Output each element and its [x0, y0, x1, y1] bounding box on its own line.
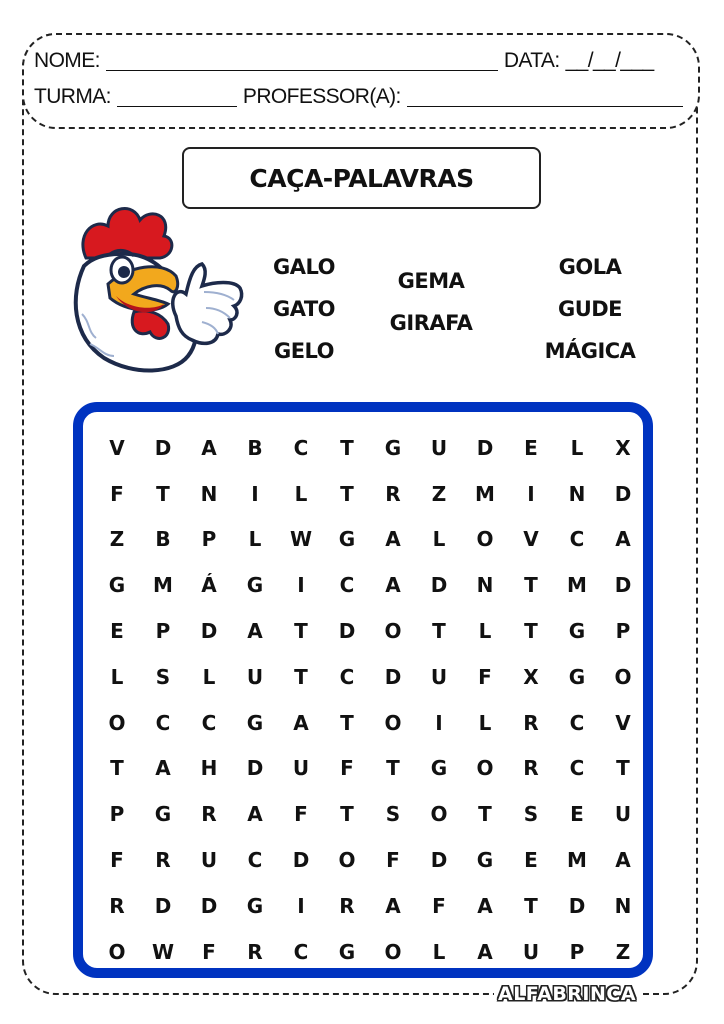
grid-cell[interactable]: E [570, 802, 584, 827]
grid-cell[interactable]: U [522, 939, 540, 964]
grid-cell[interactable]: Z [615, 939, 631, 964]
date-label: DATA: [503, 49, 560, 72]
grid-cell[interactable]: D [430, 573, 448, 598]
grid-cell[interactable]: W [289, 527, 313, 552]
grid-cell[interactable]: X [523, 664, 539, 689]
grid-cell[interactable]: T [616, 756, 630, 781]
grid-cell[interactable]: U [430, 664, 448, 689]
grid-cell[interactable]: P [155, 619, 171, 644]
grid-cell[interactable]: W [151, 939, 175, 964]
grid-cell[interactable]: F [202, 939, 216, 964]
grid-cell[interactable]: C [247, 848, 263, 873]
grid-cell[interactable]: G [154, 802, 172, 827]
grid-cell[interactable]: B [155, 527, 171, 552]
grid-cell[interactable]: Z [431, 481, 447, 506]
grid-cell[interactable]: D [292, 848, 310, 873]
rooster-illustration [64, 196, 246, 378]
grid-cell[interactable]: U [292, 756, 310, 781]
word-item: GOLA [558, 255, 622, 279]
grid-cell[interactable]: F [294, 802, 308, 827]
word-item: GUDE [557, 297, 623, 321]
grid-cell[interactable]: A [293, 710, 309, 735]
grid-cell[interactable]: F [110, 848, 124, 873]
brand-logo: ALFABRINCA [494, 983, 640, 1005]
grid-cell[interactable]: R [339, 893, 355, 918]
grid-cell[interactable]: C [569, 527, 585, 552]
grid-cell[interactable]: C [339, 664, 355, 689]
grid-cell[interactable]: G [384, 435, 402, 460]
grid-cell[interactable]: F [340, 756, 354, 781]
grid-cell[interactable]: H [200, 756, 218, 781]
grid-cell[interactable]: D [154, 435, 172, 460]
grid-cell[interactable]: V [615, 710, 631, 735]
grid-cell[interactable]: O [476, 527, 494, 552]
grid-cell[interactable]: D [384, 664, 402, 689]
grid-cell[interactable]: U [430, 435, 448, 460]
word-list-column-3 [530, 246, 650, 372]
grid-cell[interactable]: R [155, 848, 171, 873]
grid-cell[interactable]: D [246, 756, 264, 781]
grid-cell[interactable]: R [109, 893, 125, 918]
grid-cell[interactable]: N [476, 573, 494, 598]
grid-cell[interactable]: C [339, 573, 355, 598]
grid-cell[interactable]: O [384, 939, 402, 964]
student-info-header [22, 33, 700, 129]
grid-cell[interactable]: D [476, 435, 494, 460]
grid-cell[interactable]: V [523, 527, 539, 552]
word-search-grid-frame [73, 402, 653, 978]
grid-cell[interactable]: T [294, 619, 308, 644]
grid-cell[interactable]: S [155, 664, 171, 689]
grid-cell[interactable]: A [385, 893, 401, 918]
grid-cell[interactable]: D [568, 893, 586, 918]
grid-cell[interactable]: D [614, 481, 632, 506]
rooster-icon [64, 196, 246, 378]
grid-cell[interactable]: C [293, 435, 309, 460]
word-item: GEMA [397, 269, 465, 293]
grid-cell[interactable]: R [523, 710, 539, 735]
grid-cell[interactable]: U [614, 802, 632, 827]
grid-cell[interactable]: Á [201, 573, 217, 598]
grid-cell[interactable]: A [477, 939, 493, 964]
date-field[interactable]: __/__/___ [565, 49, 654, 72]
grid-cell[interactable]: G [568, 619, 586, 644]
grid-cell[interactable]: B [247, 435, 263, 460]
grid-cell[interactable]: L [248, 527, 262, 552]
grid-cell[interactable]: O [338, 848, 356, 873]
grid-cell[interactable]: C [201, 710, 217, 735]
grid-cell[interactable]: L [570, 435, 584, 460]
grid-cell[interactable]: N [200, 481, 218, 506]
grid-cell[interactable]: T [478, 802, 492, 827]
word-search-grid [94, 425, 646, 975]
word-list-column-2 [376, 260, 486, 344]
grid-cell[interactable]: G [246, 573, 264, 598]
word-item: GELO [273, 339, 335, 363]
class-field[interactable] [117, 88, 237, 107]
grid-cell[interactable]: R [201, 802, 217, 827]
grid-cell[interactable]: L [432, 527, 446, 552]
grid-cell[interactable]: A [477, 893, 493, 918]
grid-cell[interactable]: S [523, 802, 539, 827]
grid-cell[interactable]: M [153, 573, 173, 598]
grid-cell[interactable]: D [200, 619, 218, 644]
name-label: NOME: [34, 49, 100, 72]
grid-cell[interactable]: L [202, 664, 216, 689]
header-row-2 [34, 85, 689, 109]
grid-cell[interactable]: G [246, 710, 264, 735]
grid-cell[interactable]: G [476, 848, 494, 873]
grid-cell[interactable]: T [524, 573, 538, 598]
grid-cell[interactable]: A [247, 619, 263, 644]
grid-cell[interactable]: T [294, 664, 308, 689]
teacher-label: PROFESSOR(A): [242, 85, 401, 108]
grid-cell[interactable]: F [386, 848, 400, 873]
grid-cell[interactable]: I [297, 573, 305, 598]
grid-cell[interactable]: M [475, 481, 495, 506]
grid-cell[interactable]: E [110, 619, 124, 644]
grid-cell[interactable]: T [340, 802, 354, 827]
word-item: GIRAFA [389, 311, 473, 335]
grid-cell[interactable]: D [430, 848, 448, 873]
grid-cell[interactable]: A [385, 573, 401, 598]
grid-cell[interactable]: T [386, 756, 400, 781]
grid-cell[interactable]: T [110, 756, 124, 781]
grid-cell[interactable]: F [110, 481, 124, 506]
grid-cell[interactable]: P [615, 619, 631, 644]
class-label: TURMA: [34, 85, 111, 108]
word-item: GATO [272, 297, 336, 321]
grid-cell[interactable]: O [384, 619, 402, 644]
grid-cell[interactable]: A [615, 848, 631, 873]
grid-cell[interactable]: T [156, 481, 170, 506]
teacher-field[interactable] [407, 88, 683, 107]
grid-cell[interactable]: O [108, 939, 126, 964]
grid-cell[interactable]: F [478, 664, 492, 689]
grid-cell[interactable]: C [293, 939, 309, 964]
name-field[interactable] [106, 52, 498, 71]
grid-cell[interactable]: M [567, 848, 587, 873]
grid-cell[interactable]: N [614, 893, 632, 918]
grid-cell[interactable]: T [524, 893, 538, 918]
grid-cell[interactable]: C [569, 710, 585, 735]
grid-cell[interactable]: G [246, 893, 264, 918]
grid-cell[interactable]: I [527, 481, 535, 506]
grid-cell[interactable]: L [432, 939, 446, 964]
grid-cell[interactable]: C [569, 756, 585, 781]
grid-cell[interactable]: L [478, 619, 492, 644]
grid-cell[interactable]: D [614, 573, 632, 598]
grid-cell[interactable]: C [155, 710, 171, 735]
grid-cell[interactable]: O [430, 802, 448, 827]
grid-cell[interactable]: M [567, 573, 587, 598]
grid-cell[interactable]: U [200, 848, 218, 873]
grid-cell[interactable]: A [201, 435, 217, 460]
grid-cell[interactable]: S [385, 802, 401, 827]
grid-cell[interactable]: T [340, 481, 354, 506]
grid-cell[interactable]: D [154, 893, 172, 918]
grid-cell[interactable]: I [435, 710, 443, 735]
grid-cell[interactable]: G [338, 939, 356, 964]
grid-cell[interactable]: L [478, 710, 492, 735]
word-list-column-1 [256, 246, 352, 372]
word-item: MÁGICA [544, 339, 636, 363]
grid-cell[interactable]: T [432, 619, 446, 644]
grid-cell[interactable]: O [384, 710, 402, 735]
grid-cell[interactable]: O [108, 710, 126, 735]
grid-cell[interactable]: R [523, 756, 539, 781]
grid-cell[interactable]: G [338, 527, 356, 552]
grid-cell[interactable]: A [385, 527, 401, 552]
grid-cell[interactable]: O [476, 756, 494, 781]
grid-cell[interactable]: P [569, 939, 585, 964]
grid-cell[interactable]: N [568, 481, 586, 506]
page-title: CAÇA-PALAVRAS [249, 163, 474, 193]
grid-cell[interactable]: F [432, 893, 446, 918]
grid-cell[interactable]: A [615, 527, 631, 552]
grid-cell[interactable]: I [251, 481, 259, 506]
grid-cell[interactable]: I [297, 893, 305, 918]
grid-cell[interactable]: L [294, 481, 308, 506]
grid-cell[interactable]: A [155, 756, 171, 781]
grid-cell[interactable]: G [430, 756, 448, 781]
grid-cell[interactable]: E [524, 435, 538, 460]
grid-cell[interactable]: T [524, 619, 538, 644]
grid-cell[interactable]: T [340, 710, 354, 735]
grid-cell[interactable]: G [108, 573, 126, 598]
grid-cell[interactable]: U [246, 664, 264, 689]
grid-cell[interactable]: X [615, 435, 631, 460]
grid-cell[interactable]: V [109, 435, 125, 460]
grid-cell[interactable]: P [201, 527, 217, 552]
grid-cell[interactable]: T [340, 435, 354, 460]
grid-cell[interactable]: R [385, 481, 401, 506]
header-row-1 [34, 49, 654, 73]
grid-cell[interactable]: D [338, 619, 356, 644]
grid-cell[interactable]: O [614, 664, 632, 689]
grid-cell[interactable]: P [109, 802, 125, 827]
grid-cell[interactable]: A [247, 802, 263, 827]
grid-cell[interactable]: Z [109, 527, 125, 552]
grid-cell[interactable]: L [110, 664, 124, 689]
grid-cell[interactable]: R [247, 939, 263, 964]
grid-cell[interactable]: G [568, 664, 586, 689]
word-item: GALO [273, 255, 335, 279]
grid-cell[interactable]: E [524, 848, 538, 873]
grid-cell[interactable]: D [200, 893, 218, 918]
